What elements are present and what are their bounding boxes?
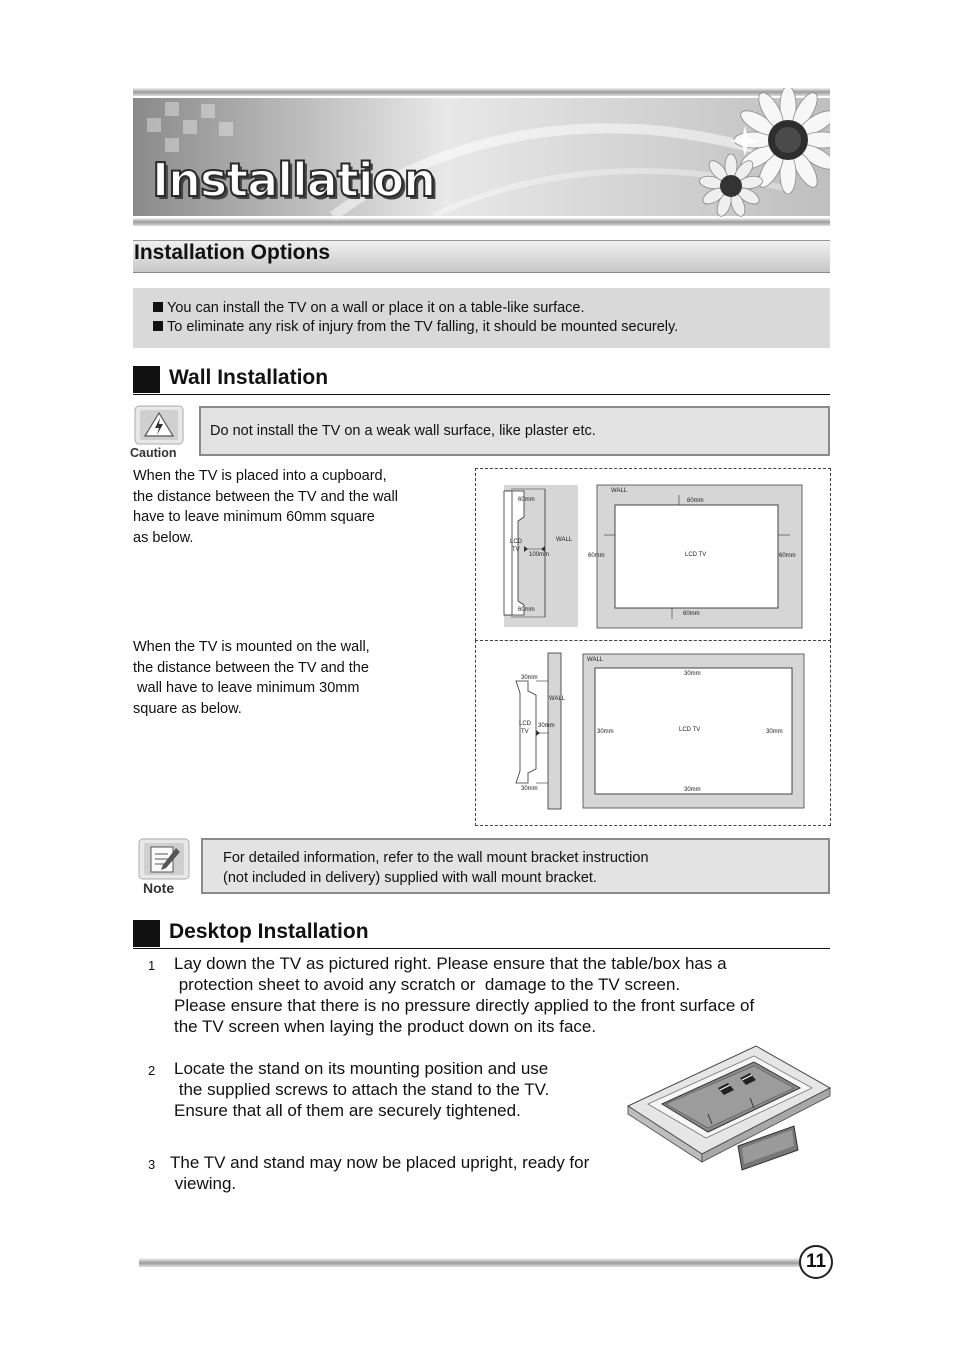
wall-mount-description: When the TV is mounted on the wall, the distance between the TV and the wall have to leave minimum 30mm square as below. — [133, 639, 370, 717]
d2-front-top-label: 30mm — [684, 671, 701, 677]
d1-side-label: 100mm — [529, 552, 550, 558]
d2-lcd-label-1: LCD — [519, 721, 532, 727]
d1-bottom-label: 60mm — [518, 607, 535, 613]
d1-front-left-label: 60mm — [588, 553, 605, 559]
step-number: 2 — [148, 1063, 156, 1078]
d1-front-right-label: 60mm — [779, 553, 796, 559]
d1-front-center-label: LCD TV — [685, 552, 707, 558]
section-marker-icon — [133, 920, 160, 947]
wall-installation-heading: Wall Installation — [169, 366, 329, 389]
note-icon — [138, 838, 190, 880]
caution-label: Caution — [130, 446, 177, 460]
square-bullet-icon — [153, 302, 163, 312]
cupboard-clearance-diagram — [475, 468, 831, 641]
section-marker-icon — [133, 366, 160, 393]
step-2-text: Locate the stand on its mounting position and use the supplied screws to attach the stand to the TV. Ensure that all of them are securely tightened. — [174, 1059, 550, 1120]
d2-lcd-label-2: TV — [521, 729, 529, 735]
d2-bottom-label: 30mm — [521, 786, 538, 792]
options-info-box — [133, 288, 830, 348]
wall-mount-clearance-diagram — [475, 640, 831, 826]
caution-text: Do not install the TV on a weak wall surface, like plaster etc. — [210, 423, 596, 439]
installation-options-heading: Installation Options — [134, 241, 331, 264]
d1-lcd-label-2: TV — [512, 547, 520, 553]
desktop-installation-heading: Desktop Installation — [169, 920, 369, 943]
d2-wall-label: WALL — [549, 696, 566, 702]
d1-front-bottom-label: 60mm — [683, 611, 700, 617]
step-number: 3 — [148, 1157, 156, 1172]
note-box — [201, 838, 830, 894]
options-bullet: You can install the TV on a wall or place it on a table-like surface. — [153, 300, 585, 316]
options-bullet: To eliminate any risk of injury from the TV falling, it should be mounted securely. — [153, 319, 678, 335]
tv-stand-illustration — [626, 1044, 832, 1182]
note-text: For detailed information, refer to the wall mount bracket instruction (not included in delivery) supplied with wall mount bracket. — [223, 850, 649, 886]
step-3-text: The TV and stand may now be placed upright, ready for viewing. — [170, 1153, 590, 1193]
d1-lcd-label-1: LCD — [510, 539, 523, 545]
d1-wall-label: WALL — [556, 537, 573, 543]
desktop-installation-header — [133, 918, 830, 949]
d1-front-top-label: 60mm — [687, 498, 704, 504]
cupboard-description: When the TV is placed into a cupboard, the distance between the TV and the wall have to leave minimum 60mm square as below. — [133, 468, 398, 546]
step-number: 1 — [148, 958, 156, 973]
d1-top-label: 60mm — [518, 497, 535, 503]
caution-box — [199, 406, 830, 456]
page-title: Installation — [152, 153, 435, 207]
step-1-text: Lay down the TV as pictured right. Please ensure that the table/box has a protection sheet to avoid any scratch or damage to the TV screen. Please ensure that there is no pressure directly applied to the front surface of the TV screen when laying the product down on its face. — [174, 954, 755, 1036]
square-bullet-icon — [153, 321, 163, 331]
page-number: 11 — [799, 1245, 833, 1279]
d2-front-bottom-label: 30mm — [684, 787, 701, 793]
wall-installation-header — [133, 364, 830, 395]
note-label: Note — [143, 880, 175, 896]
d2-front-left-label: 30mm — [597, 729, 614, 735]
d2-side-label: 30mm — [538, 723, 555, 729]
d2-front-center-label: LCD TV — [679, 727, 701, 733]
d1-front-wall-label: WALL — [611, 488, 628, 494]
footer-bar — [139, 1258, 805, 1267]
d2-front-wall-label: WALL — [587, 657, 604, 663]
d2-front-right-label: 30mm — [766, 729, 783, 735]
d2-top-label: 30mm — [521, 675, 538, 681]
caution-icon — [134, 405, 184, 445]
